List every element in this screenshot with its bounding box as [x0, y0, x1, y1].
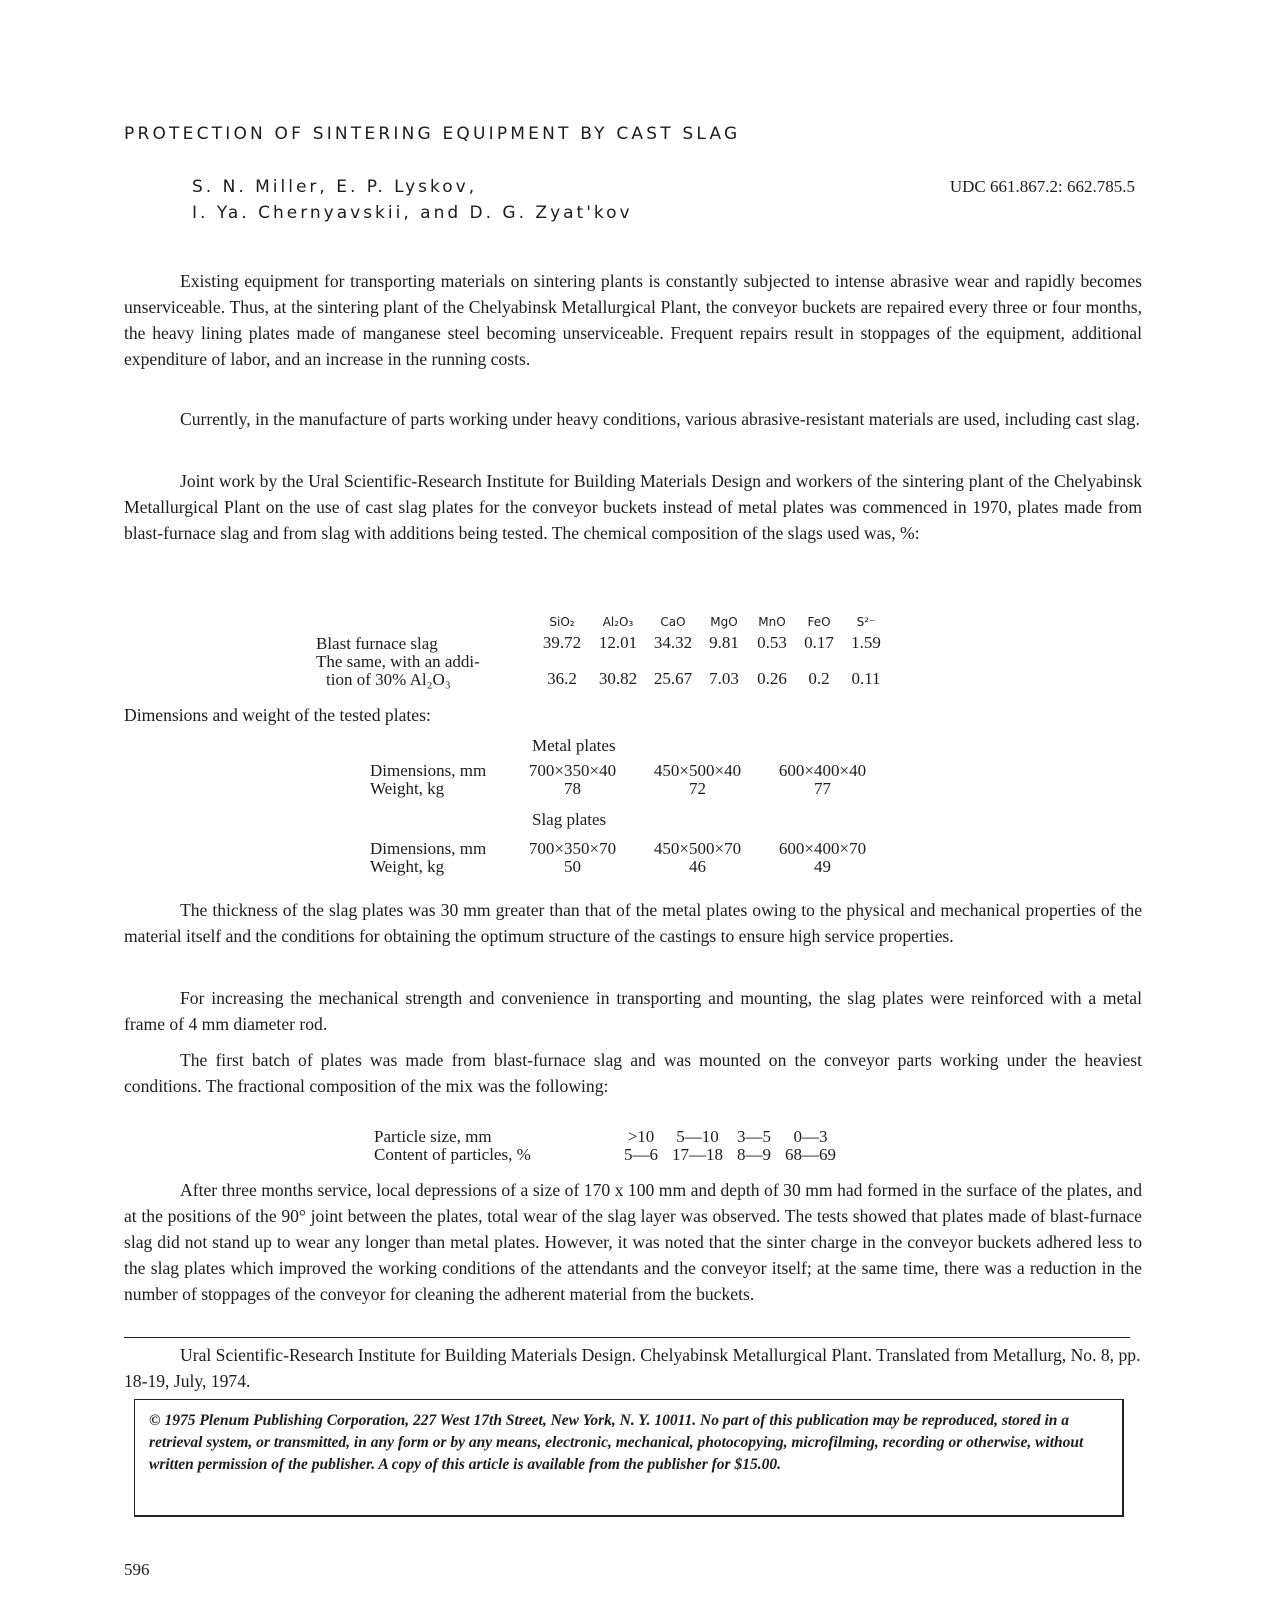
row-label: Content of particles, % [374, 1145, 531, 1164]
chem-cell: 0.2 [808, 669, 830, 688]
chem-header: CaO [660, 615, 686, 629]
paragraph-5: The thickness of the slag plates was 30 mm greater than that of the metal plates owing to the physical and mechanical properties of the material itself and the conditions for obtaining the optimum structure of the castings to ensure high service properties. [124, 900, 1142, 946]
chem-header: FeO [807, 615, 831, 629]
table-cell: 5—10 [676, 1127, 719, 1146]
table-cell: 17—18 [672, 1145, 723, 1164]
slag-plates-table [370, 840, 885, 876]
table-cell: 68—69 [785, 1145, 836, 1164]
table-cell: 450×500×70 [653, 839, 742, 858]
chem-cell: 0.17 [804, 633, 834, 652]
chem-header: Al₂O₃ [602, 615, 634, 629]
table-cell: 450×500×40 [653, 761, 742, 780]
chem-row [316, 653, 890, 689]
paragraph-6: For increasing the mechanical strength and convenience in transporting and mounting, the slag plates were reinforced with a metal frame of 4 mm diameter rod. [124, 988, 1142, 1034]
chem-header: S²⁻ [856, 615, 876, 629]
row-label: Particle size, mm [374, 1127, 492, 1146]
paragraph-1: Existing equipment for transporting materials on sintering plants is constantly subjected to intense abrasive wear and rapidly becomes unserviceable. Thus, at the sintering plant of the Chelyabinsk Metallurgical Plant, the conveyor buckets are repaired every three or four months, the heavy lining plates made of manganese steel becoming unserviceable. Frequent repairs result in stoppages of the equipment, additional expenditure of labor, and an increase in the running costs. [124, 271, 1142, 369]
table-cell: 600×400×40 [778, 761, 867, 780]
chem-cell: 0.53 [757, 633, 787, 652]
table-cell: 600×400×70 [778, 839, 867, 858]
chem-header: MnO [758, 615, 786, 629]
chem-row [316, 629, 890, 653]
chem-row-label-line: tion of 30% Al₂O₃ [326, 670, 451, 689]
slag-plates-heading: Slag plates [532, 810, 607, 829]
table-row [370, 780, 885, 798]
table-row [370, 762, 885, 780]
metal-plates-table [370, 762, 885, 798]
table-cell: 78 [564, 779, 581, 798]
footnote-divider [124, 1337, 1130, 1338]
chem-cell: 9.81 [709, 633, 739, 652]
table-cell: 700×350×70 [528, 839, 617, 858]
chem-header: MgO [710, 615, 738, 629]
table-cell: 77 [814, 779, 831, 798]
chem-cell: 0.11 [851, 669, 881, 688]
paragraph-8: After three months service, local depressions of a size of 170 x 100 mm and depth of 30 mm had formed in the surface of the plates, and at the positions of the 90° joint between the plates, total wear of the slag layer was observed. The tests showed that plates made of blast-furnace slag did not stand up to wear any longer than metal plates. However, it was noted that the sinter charge in the conveyor buckets adhered less to the slag plates which improved the working conditions of the attendants and the conveyor itself; at the same time, there was a reduction in the number of stoppages of the conveyor for cleaning the adherent material from the buckets. [124, 1180, 1142, 1304]
table-cell: >10 [627, 1127, 655, 1146]
table-cell: 49 [814, 857, 831, 876]
metal-plates-heading: Metal plates [532, 736, 616, 755]
table-row [374, 1128, 850, 1146]
chem-cell: 25.67 [653, 669, 693, 688]
paragraph-3: Joint work by the Ural Scientific-Research Institute for Building Materials Design and workers of the sintering plant of the Chelyabinsk Metallurgical Plant on the use of cast slag plates for the conveyor buckets instead of metal plates was commenced in 1970, plates made from blast-furnace slag and from slag with additions being tested. The chemical composition of the slags used was, %: [124, 471, 1142, 543]
chemical-composition-table [316, 609, 890, 689]
table-cell: 72 [689, 779, 706, 798]
table-row [370, 840, 885, 858]
chem-row-label [316, 653, 534, 689]
chem-cell: 7.03 [709, 669, 739, 688]
table-row [374, 1146, 850, 1164]
udc-code: UDC 661.867.2: 662.785.5 [949, 177, 1135, 196]
chem-cell: 0.26 [757, 669, 787, 688]
affiliation-footnote: Ural Scientific-Research Institute for Building Materials Design. Chelyabinsk Metallurgical Plant. Translated from Metallurg, No. 8, pp. 18-19, July, 1974. [124, 1345, 1141, 1391]
authors-line-1: S. N. Miller, E. P. Lyskov, [192, 177, 478, 197]
page-number: 596 [124, 1560, 150, 1579]
table-cell: 700×350×40 [528, 761, 617, 780]
table-cell: 50 [564, 857, 581, 876]
paragraph-7: The first batch of plates was made from blast-furnace slag and was mounted on the conveyor parts working under the heaviest conditions. The fractional composition of the mix was the following: [124, 1050, 1142, 1096]
chem-row-label-line: The same, with an addi- [316, 652, 480, 671]
chem-cell: 39.72 [542, 633, 582, 652]
table-cell: 8—9 [737, 1145, 771, 1164]
row-label: Dimensions, mm [370, 839, 487, 858]
chem-header: SiO₂ [549, 615, 575, 629]
table-cell: 46 [689, 857, 706, 876]
table-cell: 0—3 [793, 1127, 828, 1146]
chem-row-label: Blast furnace slag [316, 634, 438, 653]
row-label: Weight, kg [370, 779, 445, 798]
authors-line-2: I. Ya. Chernyavskii, and D. G. Zyat'kov [192, 203, 633, 223]
chem-cell: 1.59 [851, 633, 881, 652]
paragraph-2: Currently, in the manufacture of parts working under heavy conditions, various abrasive-resistant materials are used, including cast slag. [180, 409, 1140, 429]
paragraph-4: Dimensions and weight of the tested plates: [124, 705, 431, 725]
table-row [370, 858, 885, 876]
table-cell: 5—6 [624, 1145, 658, 1164]
article-title: PROTECTION OF SINTERING EQUIPMENT BY CAST SLAG [124, 124, 741, 144]
chem-cell: 34.32 [653, 633, 693, 652]
chem-cell: 30.82 [598, 669, 638, 688]
table-cell: 3—5 [737, 1127, 771, 1146]
chem-cell: 36.2 [547, 669, 577, 688]
chem-header-row [316, 609, 890, 629]
row-label: Weight, kg [370, 857, 445, 876]
copyright-notice: © 1975 Plenum Publishing Corporation, 227 West 17th Street, New York, N. Y. 10011. No part of this publication may be reproduced, stored in a retrieval system, or transmitted, in any form or by any means, electronic, mechanical, photocopying, microfilming, recording or otherwise, without written permission of the publisher. A copy of this article is available from the publisher for $15.00. [134, 1399, 1124, 1517]
row-label: Dimensions, mm [370, 761, 487, 780]
particle-size-table [374, 1128, 850, 1164]
chem-cell: 12.01 [598, 633, 638, 652]
